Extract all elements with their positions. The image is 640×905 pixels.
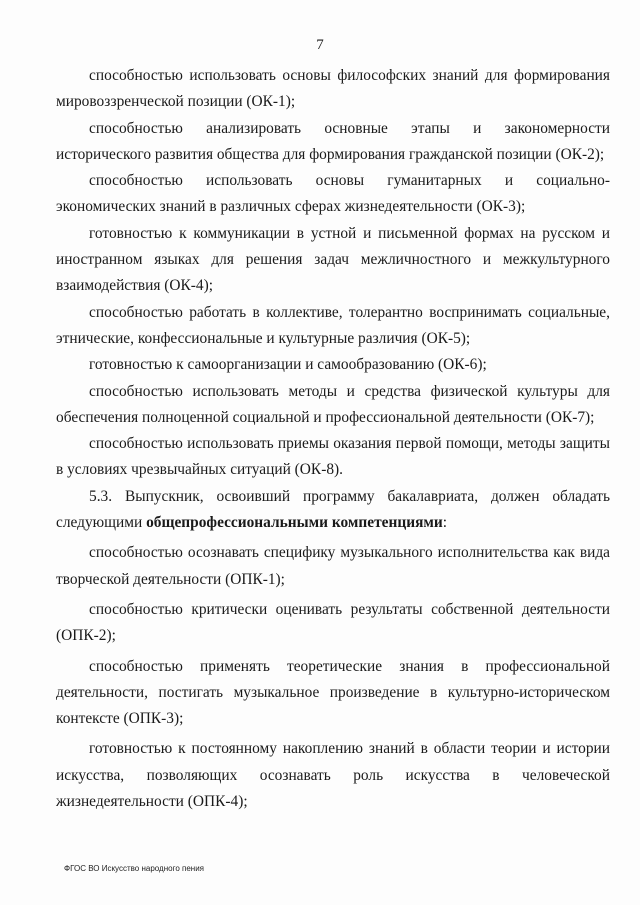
paragraph-opk-4: готовностью к постоянному накоплению знаний в области теории и истории искусства, позволяющих осознавать роль искусства в человеческой жизнедеятельности (ОПК-4); [56, 740, 610, 811]
paragraph-opk-1: способностью осознавать специфику музыкального исполнительства как вида творческой деятельности (ОПК-1); [56, 544, 610, 588]
paragraph-opk-2: способностью критически оценивать результаты собственной деятельности (ОПК-2); [56, 600, 610, 645]
paragraph-ok-5: способностью работать в коллективе, толерантно воспринимать социальные, этнические, конфессиональные и культурные различия (ОК-5); [56, 303, 610, 347]
paragraph-ok-2: способностью анализировать основные этапы и закономерности исторического развития общества для формирования гражданской позиции (ОК-2); [56, 119, 610, 163]
paragraph-ok-7: способностью использовать методы и средства физической культуры для обеспечения полноценной социальной и профессиональной деятельности (ОК-7); [56, 382, 610, 426]
section-5-3-paragraph [56, 484, 610, 537]
paragraph-ok-4: готовностью к коммуникации в устной и письменной формах на русском и иностранном языках для решения задач межличностного и межкультурного взаимодействия (ОК-4); [56, 224, 610, 295]
document-footer: ФГОС ВО Искусство народного пения [64, 864, 204, 873]
section-5-3-tail: : [442, 514, 448, 532]
section-5-3-bold-term: общепрофессиональными компетенциями [146, 514, 443, 532]
paragraph-ok-6: готовностью к самоорганизации и самообразованию (ОК-6); [89, 356, 487, 374]
paragraph-ok-1: способностью использовать основы философских знаний для формирования мировоззренческой позиции (ОК-1); [56, 67, 610, 111]
section-5-3-lead: 5.3. Выпускник, освоивший программу бакалавриата, должен обладать следующими [56, 487, 610, 532]
document-body [56, 63, 610, 815]
paragraph-ok-8: способностью использовать приемы оказания первой помощи, методы защиты в условиях чрезвычайных ситуаций (ОК-8). [56, 435, 610, 479]
page-number: 7 [316, 37, 324, 53]
paragraph-opk-3: способностью применять теоретические знания в профессиональной деятельности, постигать музыкальное произведение в культурно-историческом контексте (ОПК-3); [56, 657, 610, 728]
paragraph-ok-3: способностью использовать основы гуманитарных и социально-экономических знаний в различных сферах жизнедеятельности (ОК-3); [56, 172, 610, 216]
